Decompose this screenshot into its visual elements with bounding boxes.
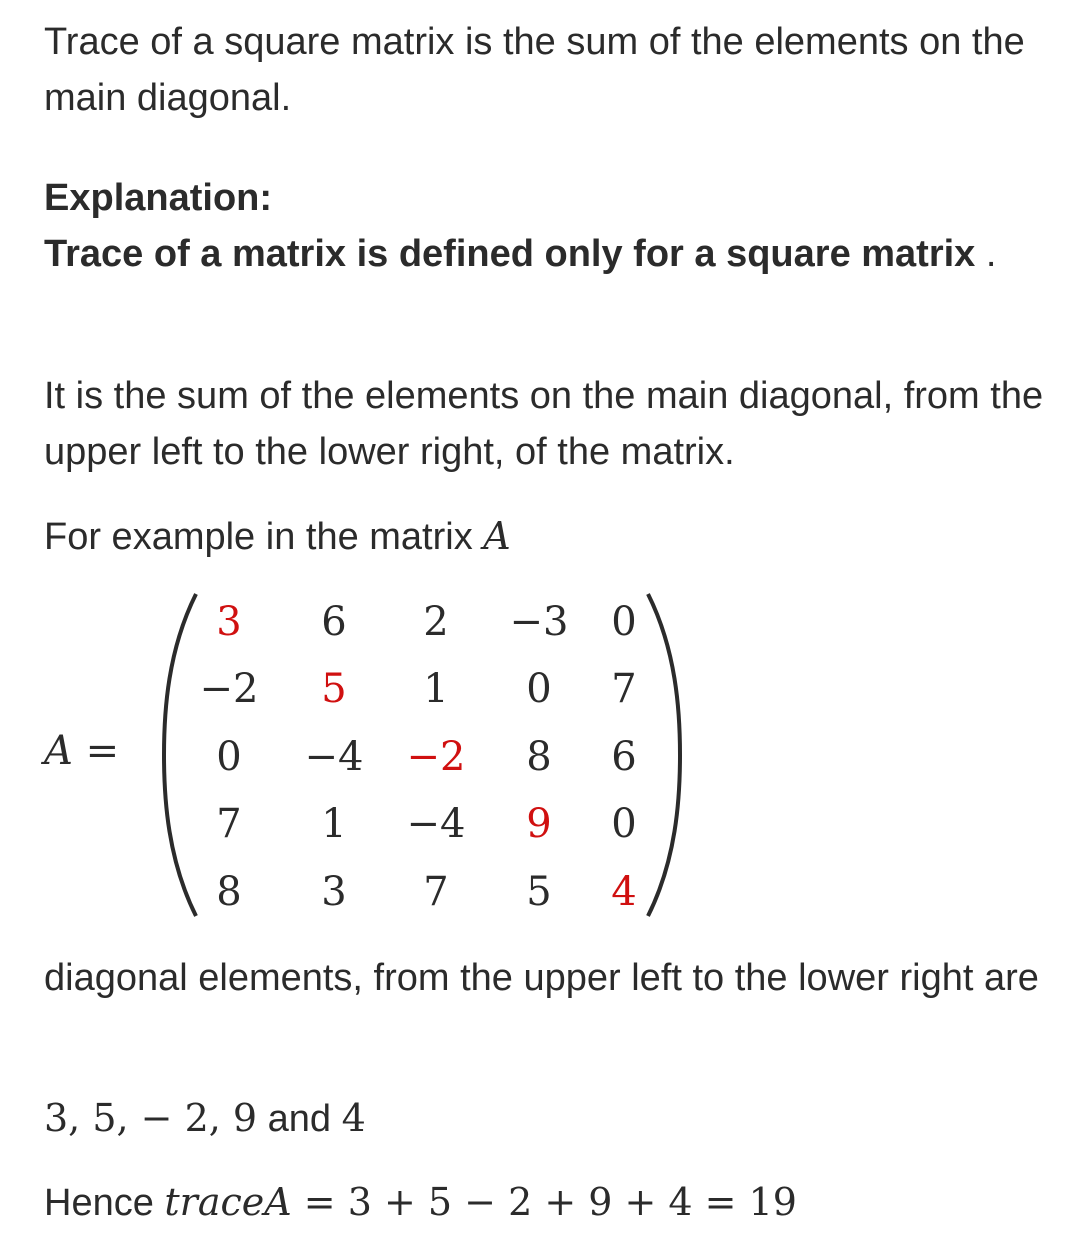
matrix-cell-r4c1: 7 (216, 801, 242, 847)
matrix-cell-r2c3: 1 (423, 666, 449, 712)
matrix-cell-r1c5: 0 (611, 599, 637, 645)
matrix-cell-r3c5: 6 (611, 734, 637, 780)
hence-paragraph (44, 1174, 1044, 1231)
matrix-diagonal-cell-r2c2: 5 (321, 666, 347, 712)
matrix-diagonal-cell-r5c5: 4 (611, 869, 637, 915)
matrix-cell-r4c2: 1 (321, 801, 347, 847)
matrix-cell-r5c3: 7 (423, 869, 449, 915)
matrix-cell-r1c3: 2 (423, 599, 449, 645)
matrix-cell-r2c1: −2 (199, 666, 259, 712)
example-prefix: For example in the matrix (44, 516, 484, 558)
matrix-cell-r5c1: 8 (216, 869, 242, 915)
explanation-bold-text: Trace of a matrix is defined only for a square matrix (44, 233, 976, 275)
matrix-cell-r2c4: 0 (526, 666, 552, 712)
matrix-cell-r4c3: −4 (406, 801, 466, 847)
matrix-cell-r5c2: 3 (321, 869, 347, 915)
matrix-diagonal-cell-r3c3: −2 (406, 734, 466, 780)
matrix-display (44, 590, 744, 920)
matrix-cell-r3c2: −4 (304, 734, 364, 780)
matrix-cell-r2c5: 7 (611, 666, 637, 712)
diagonal-values-last: 4 (341, 1096, 366, 1140)
diagonal-paragraph: diagonal elements, from the upper left to the lower right are (44, 957, 1039, 999)
matrix-cell-r3c1: 0 (216, 734, 242, 780)
matrix-lhs-var: A (44, 728, 73, 774)
intro-paragraph: Trace of a square matrix is the sum of the elements on the main diagonal. (44, 21, 1025, 119)
diagonal-values-list: 3, 5, − 2, 9 (44, 1096, 258, 1140)
explanation-bold-paragraph (44, 226, 1044, 282)
definition-paragraph: It is the sum of the elements on the main diagonal, from the upper left to the lower right, of the matrix. (44, 375, 1044, 473)
matrix-cell-r1c4: −3 (509, 599, 569, 645)
matrix-cell-r4c5: 0 (611, 801, 637, 847)
matrix-lhs (44, 728, 119, 774)
hence-prefix: Hence (44, 1182, 165, 1224)
matrix-diagonal-cell-r4c4: 9 (526, 801, 552, 847)
explanation-suffix: . (975, 233, 997, 275)
matrix-cell-r5c4: 5 (526, 869, 552, 915)
explanation-heading: Explanation: (44, 177, 273, 219)
hence-trace-expr: traceA (164, 1180, 292, 1224)
matrix-cell-r3c4: 8 (526, 734, 552, 780)
diagonal-values-paragraph (44, 1090, 1044, 1147)
example-paragraph (44, 508, 1044, 565)
diagonal-values-and: and (257, 1098, 342, 1140)
matrix-lhs-eq: = (85, 728, 120, 774)
hence-equation: = 3 + 5 − 2 + 9 + 4 = 19 (291, 1180, 797, 1224)
matrix-diagonal-cell-r1c1: 3 (216, 599, 242, 645)
example-matrix-var: A (483, 514, 511, 558)
matrix-cell-r1c2: 6 (321, 599, 347, 645)
